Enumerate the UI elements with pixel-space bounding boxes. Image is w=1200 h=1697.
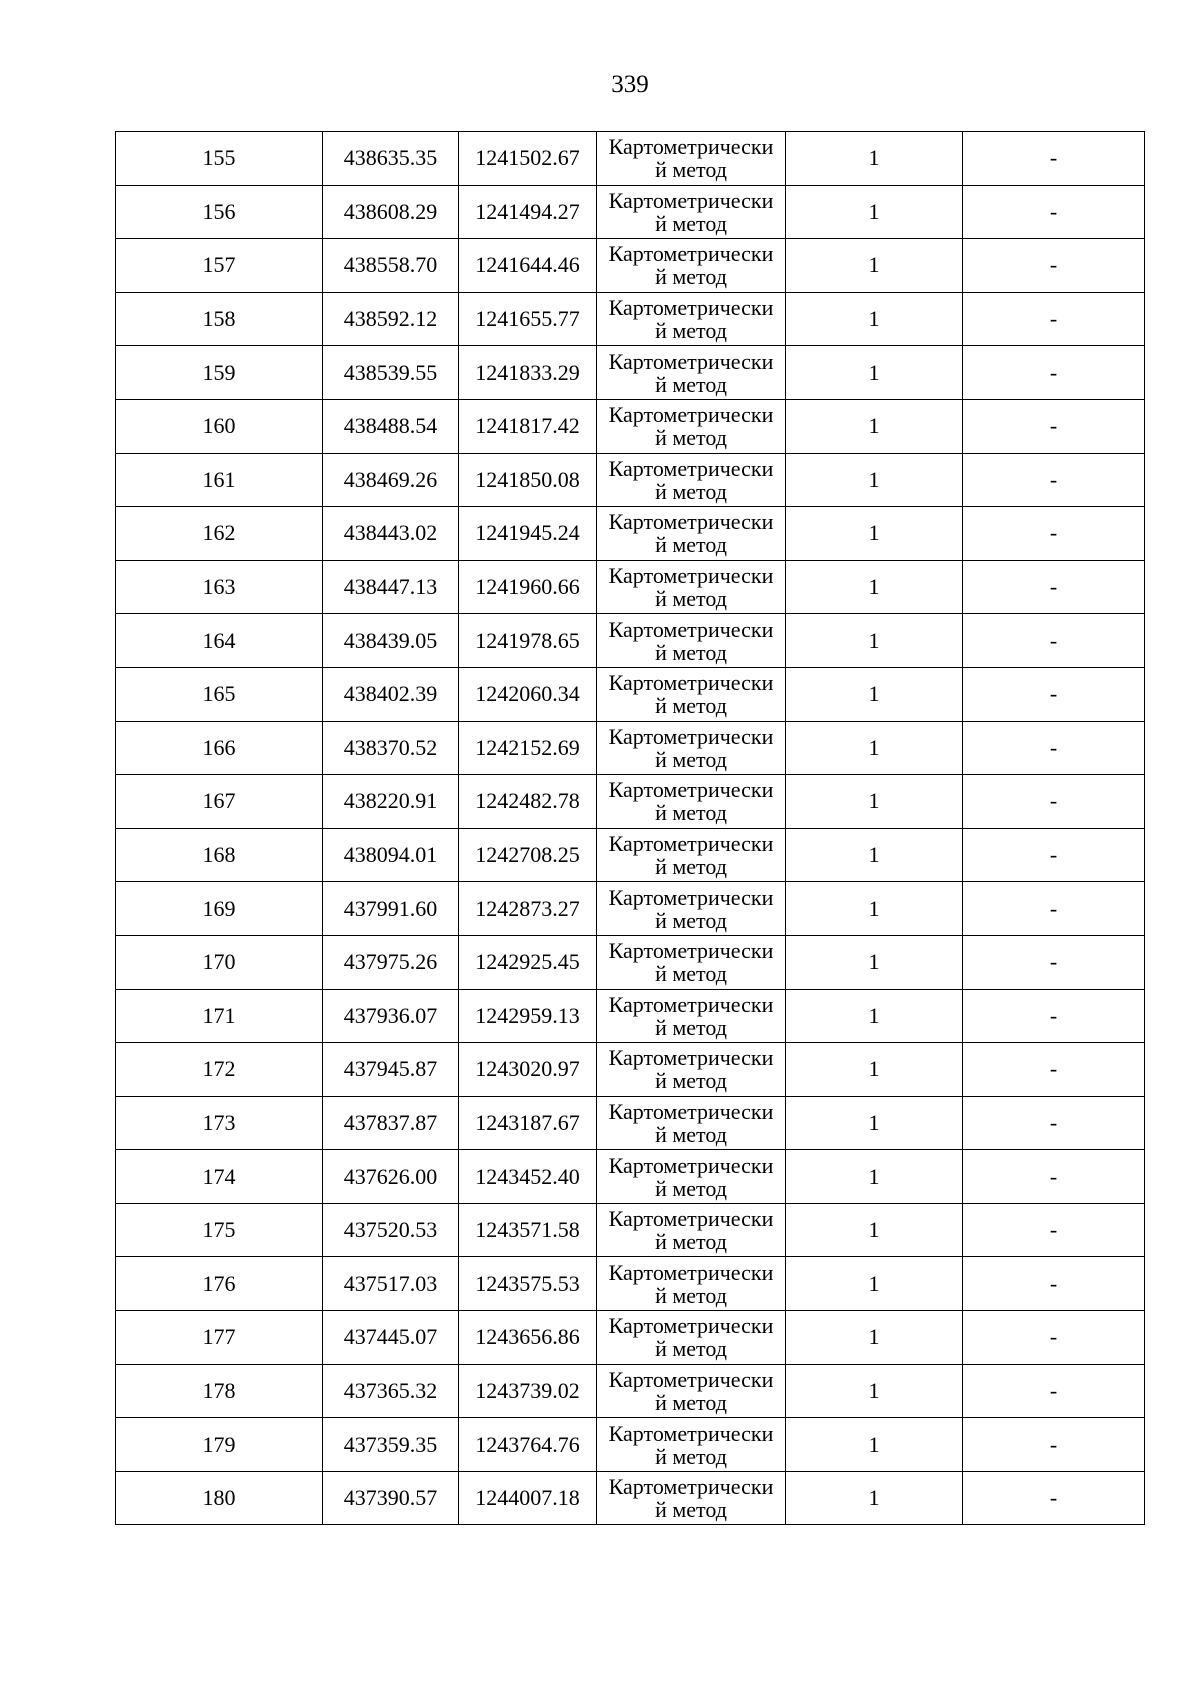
point-number-cell: 161 [116,453,323,507]
table-row [116,614,1145,668]
y-coordinate-cell: 1243575.53 [459,1257,597,1311]
x-coordinate-cell: 438539.55 [323,346,459,400]
table-row [116,399,1145,453]
point-number-cell: 177 [116,1311,323,1365]
x-coordinate-cell: 437517.03 [323,1257,459,1311]
table-row [116,1257,1145,1311]
method-cell [597,614,786,668]
method-cell [597,239,786,293]
x-coordinate-cell: 437365.32 [323,1364,459,1418]
note-cell: - [963,935,1145,989]
note-cell: - [963,1471,1145,1525]
y-coordinate-cell: 1241494.27 [459,185,597,239]
accuracy-cell: 1 [786,1043,963,1097]
method-line-2: й метод [655,478,727,504]
x-coordinate-cell: 438370.52 [323,721,459,775]
accuracy-cell: 1 [786,1150,963,1204]
x-coordinate-cell: 437520.53 [323,1203,459,1257]
point-number-cell: 168 [116,828,323,882]
y-coordinate-cell: 1241655.77 [459,292,597,346]
note-cell: - [963,239,1145,293]
x-coordinate-cell: 437991.60 [323,882,459,936]
method-cell [597,882,786,936]
y-coordinate-cell: 1242482.78 [459,775,597,829]
point-number-cell: 155 [116,132,323,186]
x-coordinate-cell: 438094.01 [323,828,459,882]
table-row [116,1364,1145,1418]
method-cell [597,185,786,239]
accuracy-cell: 1 [786,399,963,453]
method-line-1: Картометрически [608,455,774,481]
method-line-1: Картометрически [608,777,774,803]
method-line-1: Картометрически [608,1152,774,1178]
accuracy-cell: 1 [786,1418,963,1472]
x-coordinate-cell: 437936.07 [323,989,459,1043]
point-number-cell: 180 [116,1471,323,1525]
note-cell: - [963,1364,1145,1418]
method-line-2: й метод [655,639,727,665]
method-line-2: й метод [655,1175,727,1201]
method-line-1: Картометрически [608,348,774,374]
method-line-1: Картометрически [608,1366,774,1392]
accuracy-cell: 1 [786,935,963,989]
y-coordinate-cell: 1241817.42 [459,399,597,453]
point-number-cell: 170 [116,935,323,989]
table-row [116,882,1145,936]
method-cell [597,1311,786,1365]
point-number-cell: 173 [116,1096,323,1150]
table-row [116,453,1145,507]
accuracy-cell: 1 [786,775,963,829]
accuracy-cell: 1 [786,667,963,721]
note-cell: - [963,507,1145,561]
y-coordinate-cell: 1242873.27 [459,882,597,936]
y-coordinate-cell: 1243571.58 [459,1203,597,1257]
accuracy-cell: 1 [786,828,963,882]
x-coordinate-cell: 437359.35 [323,1418,459,1472]
y-coordinate-cell: 1243187.67 [459,1096,597,1150]
method-line-2: й метод [655,532,727,558]
method-line-1: Картометрически [608,616,774,642]
x-coordinate-cell: 437945.87 [323,1043,459,1097]
table-row [116,721,1145,775]
accuracy-cell: 1 [786,614,963,668]
method-line-2: й метод [655,854,727,880]
accuracy-cell: 1 [786,292,963,346]
note-cell: - [963,1096,1145,1150]
accuracy-cell: 1 [786,1203,963,1257]
accuracy-cell: 1 [786,1364,963,1418]
point-number-cell: 163 [116,560,323,614]
note-cell: - [963,560,1145,614]
method-line-1: Картометрически [608,1206,774,1232]
y-coordinate-cell: 1241850.08 [459,453,597,507]
table-row [116,1096,1145,1150]
y-coordinate-cell: 1243020.97 [459,1043,597,1097]
accuracy-cell: 1 [786,1096,963,1150]
method-line-1: Картометрически [608,1420,774,1446]
table-row [116,989,1145,1043]
x-coordinate-cell: 438488.54 [323,399,459,453]
point-number-cell: 172 [116,1043,323,1097]
y-coordinate-cell: 1241644.46 [459,239,597,293]
method-cell [597,453,786,507]
note-cell: - [963,1043,1145,1097]
y-coordinate-cell: 1241945.24 [459,507,597,561]
x-coordinate-cell: 438558.70 [323,239,459,293]
accuracy-cell: 1 [786,453,963,507]
method-line-2: й метод [655,371,727,397]
method-line-1: Картометрически [608,295,774,321]
note-cell: - [963,667,1145,721]
note-cell: - [963,292,1145,346]
method-line-2: й метод [655,1121,727,1147]
method-cell [597,721,786,775]
method-cell [597,1364,786,1418]
x-coordinate-cell: 437975.26 [323,935,459,989]
table-row [116,775,1145,829]
accuracy-cell: 1 [786,1257,963,1311]
note-cell: - [963,1150,1145,1204]
x-coordinate-cell: 438469.26 [323,453,459,507]
note-cell: - [963,1418,1145,1472]
table-row [116,132,1145,186]
method-line-2: й метод [655,264,727,290]
point-number-cell: 167 [116,775,323,829]
method-line-1: Картометрически [608,1098,774,1124]
method-cell [597,1043,786,1097]
note-cell: - [963,828,1145,882]
x-coordinate-cell: 437390.57 [323,1471,459,1525]
method-line-2: й метод [655,586,727,612]
coordinates-table [115,131,1145,1525]
point-number-cell: 166 [116,721,323,775]
x-coordinate-cell: 438635.35 [323,132,459,186]
method-cell [597,667,786,721]
point-number-cell: 164 [116,614,323,668]
y-coordinate-cell: 1243452.40 [459,1150,597,1204]
accuracy-cell: 1 [786,132,963,186]
method-line-2: й метод [655,1068,727,1094]
method-cell [597,560,786,614]
table-row [116,560,1145,614]
method-line-1: Картометрически [608,723,774,749]
method-cell [597,828,786,882]
point-number-cell: 176 [116,1257,323,1311]
method-cell [597,1150,786,1204]
point-number-cell: 157 [116,239,323,293]
accuracy-cell: 1 [786,239,963,293]
method-line-2: й метод [655,907,727,933]
method-cell [597,1096,786,1150]
note-cell: - [963,399,1145,453]
method-cell [597,292,786,346]
table-row [116,507,1145,561]
table-row [116,1043,1145,1097]
point-number-cell: 174 [116,1150,323,1204]
table-row [116,292,1145,346]
y-coordinate-cell: 1241978.65 [459,614,597,668]
point-number-cell: 162 [116,507,323,561]
table-row [116,185,1145,239]
y-coordinate-cell: 1243764.76 [459,1418,597,1472]
accuracy-cell: 1 [786,989,963,1043]
method-line-2: й метод [655,800,727,826]
x-coordinate-cell: 437626.00 [323,1150,459,1204]
method-line-2: й метод [655,157,727,183]
y-coordinate-cell: 1244007.18 [459,1471,597,1525]
table-body [116,132,1145,1525]
point-number-cell: 165 [116,667,323,721]
method-line-2: й метод [655,425,727,451]
y-coordinate-cell: 1241960.66 [459,560,597,614]
x-coordinate-cell: 437837.87 [323,1096,459,1150]
x-coordinate-cell: 438439.05 [323,614,459,668]
method-cell [597,989,786,1043]
method-line-1: Картометрически [608,1259,774,1285]
x-coordinate-cell: 438220.91 [323,775,459,829]
method-line-2: й метод [655,1443,727,1469]
y-coordinate-cell: 1241833.29 [459,346,597,400]
y-coordinate-cell: 1243739.02 [459,1364,597,1418]
method-line-1: Картометрически [608,831,774,857]
method-line-1: Картометрически [608,563,774,589]
y-coordinate-cell: 1241502.67 [459,132,597,186]
method-line-1: Картометрически [608,509,774,535]
point-number-cell: 156 [116,185,323,239]
table-row [116,1203,1145,1257]
table-row [116,1150,1145,1204]
accuracy-cell: 1 [786,1471,963,1525]
method-line-2: й метод [655,1014,727,1040]
method-cell [597,1203,786,1257]
point-number-cell: 159 [116,346,323,400]
note-cell: - [963,721,1145,775]
x-coordinate-cell: 438608.29 [323,185,459,239]
note-cell: - [963,132,1145,186]
method-line-1: Картометрически [608,1313,774,1339]
x-coordinate-cell: 438443.02 [323,507,459,561]
accuracy-cell: 1 [786,721,963,775]
method-cell [597,1418,786,1472]
method-cell [597,935,786,989]
method-line-1: Картометрически [608,1474,774,1500]
method-line-1: Картометрически [608,938,774,964]
note-cell: - [963,989,1145,1043]
method-line-2: й метод [655,746,727,772]
table-row [116,239,1145,293]
x-coordinate-cell: 437445.07 [323,1311,459,1365]
method-line-1: Картометрически [608,884,774,910]
method-cell [597,507,786,561]
method-cell [597,346,786,400]
point-number-cell: 179 [116,1418,323,1472]
method-line-1: Картометрически [608,1045,774,1071]
y-coordinate-cell: 1243656.86 [459,1311,597,1365]
method-line-2: й метод [655,210,727,236]
note-cell: - [963,185,1145,239]
point-number-cell: 169 [116,882,323,936]
method-line-1: Картометрически [608,670,774,696]
point-number-cell: 175 [116,1203,323,1257]
method-cell [597,132,786,186]
accuracy-cell: 1 [786,560,963,614]
table-row [116,667,1145,721]
method-line-2: й метод [655,1497,727,1523]
note-cell: - [963,453,1145,507]
method-line-2: й метод [655,693,727,719]
note-cell: - [963,1257,1145,1311]
table-row [116,1311,1145,1365]
x-coordinate-cell: 438592.12 [323,292,459,346]
table-row [116,828,1145,882]
x-coordinate-cell: 438447.13 [323,560,459,614]
point-number-cell: 178 [116,1364,323,1418]
table-row [116,346,1145,400]
accuracy-cell: 1 [786,346,963,400]
note-cell: - [963,1311,1145,1365]
y-coordinate-cell: 1242959.13 [459,989,597,1043]
method-line-2: й метод [655,1229,727,1255]
note-cell: - [963,882,1145,936]
method-line-1: Картометрически [608,134,774,160]
y-coordinate-cell: 1242152.69 [459,721,597,775]
method-cell [597,399,786,453]
method-line-1: Картометрически [608,241,774,267]
note-cell: - [963,775,1145,829]
y-coordinate-cell: 1242925.45 [459,935,597,989]
x-coordinate-cell: 438402.39 [323,667,459,721]
accuracy-cell: 1 [786,185,963,239]
method-line-2: й метод [655,1282,727,1308]
method-cell [597,1257,786,1311]
method-line-2: й метод [655,1336,727,1362]
method-line-1: Картометрически [608,187,774,213]
accuracy-cell: 1 [786,507,963,561]
table-row [116,1471,1145,1525]
note-cell: - [963,1203,1145,1257]
method-cell [597,775,786,829]
method-cell [597,1471,786,1525]
method-line-2: й метод [655,1389,727,1415]
y-coordinate-cell: 1242060.34 [459,667,597,721]
method-line-2: й метод [655,318,727,344]
point-number-cell: 160 [116,399,323,453]
point-number-cell: 158 [116,292,323,346]
table-row [116,1418,1145,1472]
table-row [116,935,1145,989]
y-coordinate-cell: 1242708.25 [459,828,597,882]
point-number-cell: 171 [116,989,323,1043]
accuracy-cell: 1 [786,882,963,936]
page-number: 339 [611,71,649,98]
method-line-1: Картометрически [608,402,774,428]
accuracy-cell: 1 [786,1311,963,1365]
note-cell: - [963,346,1145,400]
method-line-2: й метод [655,961,727,987]
method-line-1: Картометрически [608,991,774,1017]
note-cell: - [963,614,1145,668]
